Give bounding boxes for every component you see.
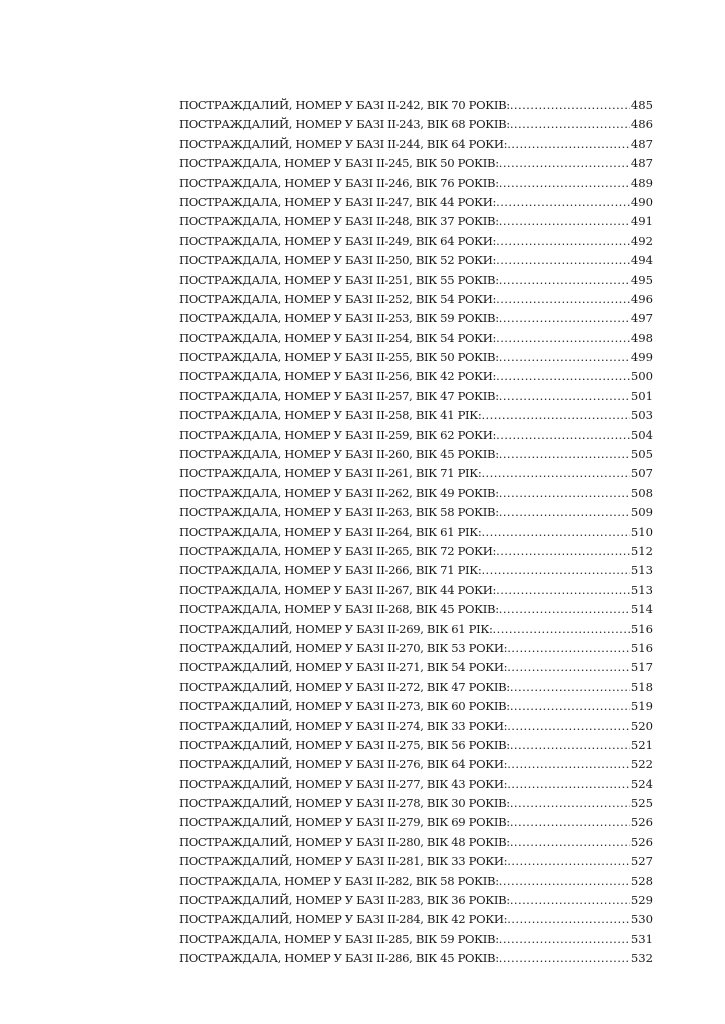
toc-entry-title: ПОСТРАЖДАЛИЙ, НОМЕР У БАЗІ II-280, ВІК 48 РОКІВ:: [179, 834, 510, 849]
toc-entry-title: ПОСТРАЖДАЛА, НОМЕР У БАЗІ II-264, ВІК 61 РІК:: [179, 524, 482, 539]
toc-entry[interactable]: [179, 154, 653, 173]
toc-entry[interactable]: [179, 135, 653, 154]
toc-dot-leader: [496, 426, 630, 445]
toc-entry-title: ПОСТРАЖДАЛА, НОМЕР У БАЗІ II-253, ВІК 59 РОКІВ:: [179, 311, 499, 326]
toc-page-number: 501: [630, 388, 653, 403]
toc-dot-leader: [507, 639, 630, 658]
toc-page-number: 486: [630, 117, 653, 132]
toc-dot-leader: [510, 891, 630, 910]
toc-entry[interactable]: [179, 658, 653, 677]
toc-entry-title: ПОСТРАЖДАЛИЙ, НОМЕР У БАЗІ II-269, ВІК 61 РІК:: [179, 621, 493, 636]
toc-entry[interactable]: [179, 484, 653, 503]
toc-dot-leader: [507, 717, 630, 736]
toc-page-number: 492: [630, 233, 653, 248]
toc-page-number: 529: [630, 893, 653, 908]
toc-page-number: 487: [630, 136, 653, 151]
toc-page-number: 528: [630, 873, 653, 888]
toc-page-number: 516: [630, 640, 653, 655]
toc-dot-leader: [499, 503, 630, 522]
toc-dot-leader: [496, 329, 630, 348]
toc-entry-title: ПОСТРАЖДАЛА, НОМЕР У БАЗІ II-267, ВІК 44 РОКИ:: [179, 582, 497, 597]
toc-dot-leader: [507, 135, 630, 154]
toc-page-number: 496: [630, 291, 653, 306]
toc-entry-title: ПОСТРАЖДАЛИЙ, НОМЕР У БАЗІ II-278, ВІК 30 РОКІВ:: [179, 796, 510, 811]
toc-page-number: 513: [630, 563, 653, 578]
toc-page-number: 518: [630, 679, 653, 694]
toc-dot-leader: [496, 581, 630, 600]
toc-dot-leader: [481, 406, 629, 425]
toc-page-number: 526: [630, 834, 653, 849]
toc-entry[interactable]: [179, 561, 653, 580]
toc-page-number: 504: [630, 427, 653, 442]
toc-page-number: 508: [630, 485, 653, 500]
toc-page-number: 525: [630, 796, 653, 811]
toc-entry[interactable]: [179, 697, 653, 716]
toc-entry[interactable]: [179, 755, 653, 774]
toc-page-number: 522: [630, 757, 653, 772]
toc-entry[interactable]: [179, 542, 653, 561]
toc-dot-leader: [499, 484, 630, 503]
toc-dot-leader: [499, 309, 630, 328]
toc-page-number: 495: [630, 272, 653, 287]
toc-entry[interactable]: [179, 620, 653, 639]
toc-entry[interactable]: [179, 329, 653, 348]
toc-entry-title: ПОСТРАЖДАЛА, НОМЕР У БАЗІ II-258, ВІК 41 РІК:: [179, 408, 482, 423]
toc-page-number: 532: [630, 951, 653, 966]
toc-entry[interactable]: [179, 930, 653, 949]
toc-entry-title: ПОСТРАЖДАЛА, НОМЕР У БАЗІ II-282, ВІК 58 РОКІВ:: [179, 873, 499, 888]
toc-page-number: 490: [630, 194, 653, 209]
toc-entry-title: ПОСТРАЖДАЛИЙ, НОМЕР У БАЗІ II-277, ВІК 43 РОКИ:: [179, 776, 508, 791]
toc-entry[interactable]: [179, 174, 653, 193]
toc-entry-title: ПОСТРАЖДАЛА, НОМЕР У БАЗІ II-286, ВІК 45 РОКІВ:: [179, 951, 499, 966]
toc-dot-leader: [496, 251, 630, 270]
toc-page-number: 503: [630, 408, 653, 423]
toc-dot-leader: [493, 620, 630, 639]
toc-entry-title: ПОСТРАЖДАЛА, НОМЕР У БАЗІ II-266, ВІК 71 РІК:: [179, 563, 482, 578]
toc-entry[interactable]: [179, 251, 653, 270]
toc-page-number: 520: [630, 718, 653, 733]
toc-entry[interactable]: [179, 367, 653, 386]
toc-dot-leader: [499, 174, 630, 193]
toc-dot-leader: [507, 910, 630, 929]
toc-entry-title: ПОСТРАЖДАЛА, НОМЕР У БАЗІ II-285, ВІК 59 РОКІВ:: [179, 931, 499, 946]
toc-page-number: 512: [630, 543, 653, 558]
toc-page-number: 497: [630, 311, 653, 326]
toc-entry[interactable]: [179, 426, 653, 445]
toc-entry-title: ПОСТРАЖДАЛА, НОМЕР У БАЗІ II-245, ВІК 50 РОКІВ:: [179, 156, 499, 171]
toc-entry-title: ПОСТРАЖДАЛИЙ, НОМЕР У БАЗІ II-270, ВІК 53 РОКИ:: [179, 640, 508, 655]
toc-page-number: 489: [630, 175, 653, 190]
toc-entry-title: ПОСТРАЖДАЛА, НОМЕР У БАЗІ II-246, ВІК 76 РОКІВ:: [179, 175, 499, 190]
toc-dot-leader: [496, 232, 630, 251]
toc-page-number: 509: [630, 505, 653, 520]
toc-entry[interactable]: [179, 775, 653, 794]
toc-entry-title: ПОСТРАЖДАЛА, НОМЕР У БАЗІ II-251, ВІК 55 РОКІВ:: [179, 272, 499, 287]
toc-entry[interactable]: [179, 387, 653, 406]
toc-entry-title: ПОСТРАЖДАЛИЙ, НОМЕР У БАЗІ II-243, ВІК 68 РОКІВ:: [179, 117, 510, 132]
toc-page-number: 517: [630, 660, 653, 675]
toc-page-number: 487: [630, 156, 653, 171]
toc-entry-title: ПОСТРАЖДАЛИЙ, НОМЕР У БАЗІ II-276, ВІК 64 РОКИ:: [179, 757, 508, 772]
toc-page-number: 485: [630, 98, 653, 112]
toc-entry-title: ПОСТРАЖДАЛИЙ, НОМЕР У БАЗІ II-274, ВІК 33 РОКИ:: [179, 718, 508, 733]
toc-entry-title: ПОСТРАЖДАЛИЙ, НОМЕР У БАЗІ II-275, ВІК 56 РОКІВ:: [179, 737, 510, 752]
table-of-contents: [179, 96, 653, 969]
toc-dot-leader: [510, 794, 630, 813]
toc-entry[interactable]: [179, 348, 653, 367]
toc-entry[interactable]: [179, 833, 653, 852]
toc-page-number: 526: [630, 815, 653, 830]
toc-dot-leader: [499, 872, 630, 891]
toc-entry-title: ПОСТРАЖДАЛИЙ, НОМЕР У БАЗІ II-284, ВІК 42 РОКИ:: [179, 912, 508, 927]
toc-entry[interactable]: [179, 232, 653, 251]
toc-entry[interactable]: [179, 406, 653, 425]
toc-entry-title: ПОСТРАЖДАЛА, НОМЕР У БАЗІ II-248, ВІК 37 РОКІВ:: [179, 214, 499, 229]
toc-page-number: 531: [630, 931, 653, 946]
toc-entry[interactable]: [179, 639, 653, 658]
toc-page-number: 494: [630, 253, 653, 268]
toc-entry-title: ПОСТРАЖДАЛИЙ, НОМЕР У БАЗІ II-273, ВІК 60 РОКІВ:: [179, 699, 510, 714]
toc-dot-leader: [499, 387, 630, 406]
toc-entry-title: ПОСТРАЖДАЛА, НОМЕР У БАЗІ II-261, ВІК 71 РІК:: [179, 466, 482, 481]
toc-page-number: 499: [630, 350, 653, 365]
toc-page-number: 507: [630, 466, 653, 481]
toc-entry[interactable]: [179, 309, 653, 328]
toc-page-number: 530: [630, 912, 653, 927]
toc-entry[interactable]: [179, 891, 653, 910]
toc-dot-leader: [510, 736, 630, 755]
toc-dot-leader: [507, 755, 630, 774]
toc-page-number: 500: [630, 369, 653, 384]
toc-dot-leader: [496, 542, 630, 561]
toc-entry[interactable]: [179, 581, 653, 600]
toc-page-number: 521: [630, 737, 653, 752]
toc-entry[interactable]: [179, 872, 653, 891]
toc-entry-title: ПОСТРАЖДАЛИЙ, НОМЕР У БАЗІ II-271, ВІК 54 РОКИ:: [179, 660, 508, 675]
toc-entry-title: ПОСТРАЖДАЛА, НОМЕР У БАЗІ II-256, ВІК 42 РОКИ:: [179, 369, 497, 384]
toc-entry[interactable]: [179, 794, 653, 813]
toc-entry[interactable]: [179, 852, 653, 871]
toc-dot-leader: [499, 600, 630, 619]
toc-entry[interactable]: [179, 212, 653, 231]
toc-dot-leader: [481, 561, 629, 580]
toc-page-number: 514: [630, 602, 653, 617]
toc-entry[interactable]: [179, 445, 653, 464]
toc-entry[interactable]: [179, 193, 653, 212]
toc-page-number: 527: [630, 854, 653, 869]
toc-entry[interactable]: [179, 949, 653, 968]
toc-dot-leader: [510, 115, 630, 134]
toc-page-number: 513: [630, 582, 653, 597]
toc-dot-leader: [481, 464, 629, 483]
toc-dot-leader: [499, 445, 630, 464]
toc-dot-leader: [481, 523, 629, 542]
toc-dot-leader: [499, 271, 630, 290]
toc-dot-leader: [510, 813, 630, 832]
toc-entry[interactable]: [179, 503, 653, 522]
toc-entry[interactable]: [179, 290, 653, 309]
toc-entry-title: ПОСТРАЖДАЛА, НОМЕР У БАЗІ II-265, ВІК 72 РОКИ:: [179, 543, 497, 558]
toc-entry[interactable]: [179, 813, 653, 832]
toc-entry[interactable]: [179, 464, 653, 483]
toc-entry[interactable]: [179, 678, 653, 697]
toc-entry-title: ПОСТРАЖДАЛА, НОМЕР У БАЗІ II-257, ВІК 47 РОКІВ:: [179, 388, 499, 403]
toc-dot-leader: [507, 775, 630, 794]
toc-page-number: 505: [630, 447, 653, 462]
toc-entry[interactable]: [179, 96, 653, 115]
toc-entry-title: ПОСТРАЖДАЛИЙ, НОМЕР У БАЗІ II-281, ВІК 33 РОКИ:: [179, 854, 508, 869]
toc-entry[interactable]: [179, 717, 653, 736]
toc-dot-leader: [499, 949, 630, 968]
toc-entry-title: ПОСТРАЖДАЛА, НОМЕР У БАЗІ II-260, ВІК 45 РОКІВ:: [179, 447, 499, 462]
toc-page-number: 524: [630, 776, 653, 791]
toc-page-number: 516: [630, 621, 653, 636]
toc-page-number: 498: [630, 330, 653, 345]
toc-dot-leader: [499, 348, 630, 367]
toc-dot-leader: [499, 154, 630, 173]
toc-entry-title: ПОСТРАЖДАЛИЙ, НОМЕР У БАЗІ II-272, ВІК 47 РОКІВ:: [179, 679, 510, 694]
toc-entry-title: ПОСТРАЖДАЛА, НОМЕР У БАЗІ II-250, ВІК 52 РОКИ:: [179, 253, 497, 268]
toc-dot-leader: [510, 96, 630, 115]
toc-dot-leader: [499, 212, 630, 231]
toc-entry-title: ПОСТРАЖДАЛА, НОМЕР У БАЗІ II-252, ВІК 54 РОКИ:: [179, 291, 497, 306]
toc-entry[interactable]: [179, 523, 653, 542]
toc-entry-title: ПОСТРАЖДАЛИЙ, НОМЕР У БАЗІ II-244, ВІК 64 РОКИ:: [179, 136, 508, 151]
toc-entry-title: ПОСТРАЖДАЛА, НОМЕР У БАЗІ II-268, ВІК 45 РОКІВ:: [179, 602, 499, 617]
toc-entry[interactable]: [179, 910, 653, 929]
toc-dot-leader: [496, 290, 630, 309]
toc-entry-title: ПОСТРАЖДАЛИЙ, НОМЕР У БАЗІ II-279, ВІК 69 РОКІВ:: [179, 815, 510, 830]
toc-page-number: 519: [630, 699, 653, 714]
toc-entry-title: ПОСТРАЖДАЛА, НОМЕР У БАЗІ II-247, ВІК 44 РОКИ:: [179, 194, 497, 209]
toc-dot-leader: [496, 367, 630, 386]
toc-page-number: 510: [630, 524, 653, 539]
toc-dot-leader: [510, 678, 630, 697]
toc-entry[interactable]: [179, 271, 653, 290]
toc-entry[interactable]: [179, 600, 653, 619]
toc-entry-title: ПОСТРАЖДАЛА, НОМЕР У БАЗІ II-255, ВІК 50 РОКІВ:: [179, 350, 499, 365]
toc-entry-title: ПОСТРАЖДАЛИЙ, НОМЕР У БАЗІ II-283, ВІК 36 РОКІВ:: [179, 893, 510, 908]
toc-dot-leader: [496, 193, 630, 212]
toc-entry-title: ПОСТРАЖДАЛА, НОМЕР У БАЗІ II-262, ВІК 49 РОКІВ:: [179, 485, 499, 500]
toc-dot-leader: [510, 833, 630, 852]
toc-entry-title: ПОСТРАЖДАЛА, НОМЕР У БАЗІ II-254, ВІК 54 РОКИ:: [179, 330, 497, 345]
toc-entry-title: ПОСТРАЖДАЛА, НОМЕР У БАЗІ II-249, ВІК 64 РОКИ:: [179, 233, 497, 248]
toc-page-number: 491: [630, 214, 653, 229]
toc-dot-leader: [510, 697, 630, 716]
toc-entry-title: ПОСТРАЖДАЛИЙ, НОМЕР У БАЗІ II-242, ВІК 70 РОКІВ:: [179, 98, 510, 112]
toc-dot-leader: [507, 852, 630, 871]
toc-entry-title: ПОСТРАЖДАЛА, НОМЕР У БАЗІ II-259, ВІК 62 РОКИ:: [179, 427, 497, 442]
toc-dot-leader: [507, 658, 630, 677]
toc-entry-title: ПОСТРАЖДАЛА, НОМЕР У БАЗІ II-263, ВІК 58 РОКІВ:: [179, 505, 499, 520]
toc-entry[interactable]: [179, 736, 653, 755]
toc-dot-leader: [499, 930, 630, 949]
toc-entry[interactable]: [179, 115, 653, 134]
